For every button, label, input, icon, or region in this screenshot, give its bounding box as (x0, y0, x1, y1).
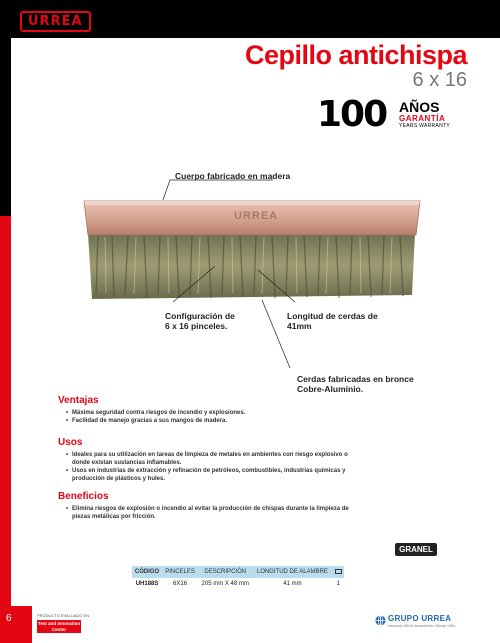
urrea-logo: URREA (20, 11, 91, 32)
callout-bristle-material (297, 374, 414, 394)
warranty-number: 100 (317, 94, 387, 135)
warranty-label: GARANTÍA (399, 114, 446, 123)
test-center-line1: Test and Innovation (37, 621, 81, 626)
brush-engraving: URREA (234, 210, 279, 222)
cell-wire-length: 41 mm (283, 581, 302, 587)
table-row (132, 578, 344, 590)
callout-bristles-line1: Cerdas fabricadas en bronce (297, 374, 414, 384)
grupo-urrea-logo (375, 613, 470, 633)
cell-brushes: 6X16 (173, 581, 188, 587)
evaluated-label: PRODUCTO EVALUADO EN (37, 613, 90, 618)
header-code: CÓDIGO (132, 566, 162, 578)
callout-length-line1: Longitud de cerdas de (287, 311, 378, 321)
page-title: Cepillo antichispa (244, 40, 467, 70)
section-title-usos: Usos (58, 437, 83, 448)
callout-bristle-length (287, 311, 378, 331)
cell-code: UH188S (135, 581, 159, 587)
list-item: • Usos en industrias de extracción y refinación de petróleos, combustibles, industrias químicas y producción de plásticos y hules. (66, 467, 366, 483)
spec-table (132, 566, 344, 590)
header-wire-length: LONGITUD DE ALAMBRE (253, 566, 333, 578)
callout-configuration-line2: 6 x 16 pinceles. (165, 321, 228, 331)
section-title-beneficios: Beneficios (58, 491, 109, 502)
header-description: DESCRIPCIÓN (198, 566, 253, 578)
beneficios-list (66, 505, 366, 521)
list-item: • Elimina riesgos de explosión o incendio al evitar la producción de chispas durante la limpieza de piezas metálicas por fricción. (66, 505, 366, 521)
globe-icon (375, 615, 386, 626)
callout-configuration (165, 311, 235, 331)
list-item: • Ideales para su utilización en tareas de limpieza de metales en ambientes con riesgo explosivo o donde existan sustancias inflamables. (66, 451, 366, 467)
packaging-badge: GRANEL (395, 543, 437, 556)
list-item: • Facilidad de manejo gracias a sus mangos de madera. (66, 417, 366, 425)
cell-quantity: 1 (336, 581, 340, 587)
section-title-ventajas: Ventajas (58, 395, 99, 406)
callout-bristles-line2: Cobre-Aluminio. (297, 384, 364, 394)
table-header-row (132, 566, 344, 578)
group-tagline: Haciendo Útil la Herramienta • Desde 1954 (388, 624, 455, 628)
callout-length-line2: 41mm (287, 321, 312, 331)
header-brushes: PINCELES (162, 566, 198, 578)
callout-configuration-line1: Configuración de (165, 311, 235, 321)
usos-list (66, 451, 366, 483)
group-name: GRUPO URREA (388, 614, 452, 623)
page-subtitle: 6 x 16 (412, 69, 467, 91)
list-item: • Máxima seguridad contra riesgos de incendio y explosiones. (66, 409, 366, 417)
header-package (332, 566, 344, 578)
ventajas-list (66, 409, 366, 425)
test-center-line2: Center (51, 627, 67, 632)
page-number: 6 (6, 613, 12, 624)
box-icon (335, 569, 342, 574)
callout-wood-body: Cuerpo fabricado en madera (175, 171, 291, 181)
warranty-label-en: YEARS WARRANTY (399, 123, 450, 129)
cell-description: 205 mm X 48 mm (201, 581, 249, 587)
test-center-logo (37, 620, 81, 633)
warranty-years: AÑOS (399, 99, 440, 115)
